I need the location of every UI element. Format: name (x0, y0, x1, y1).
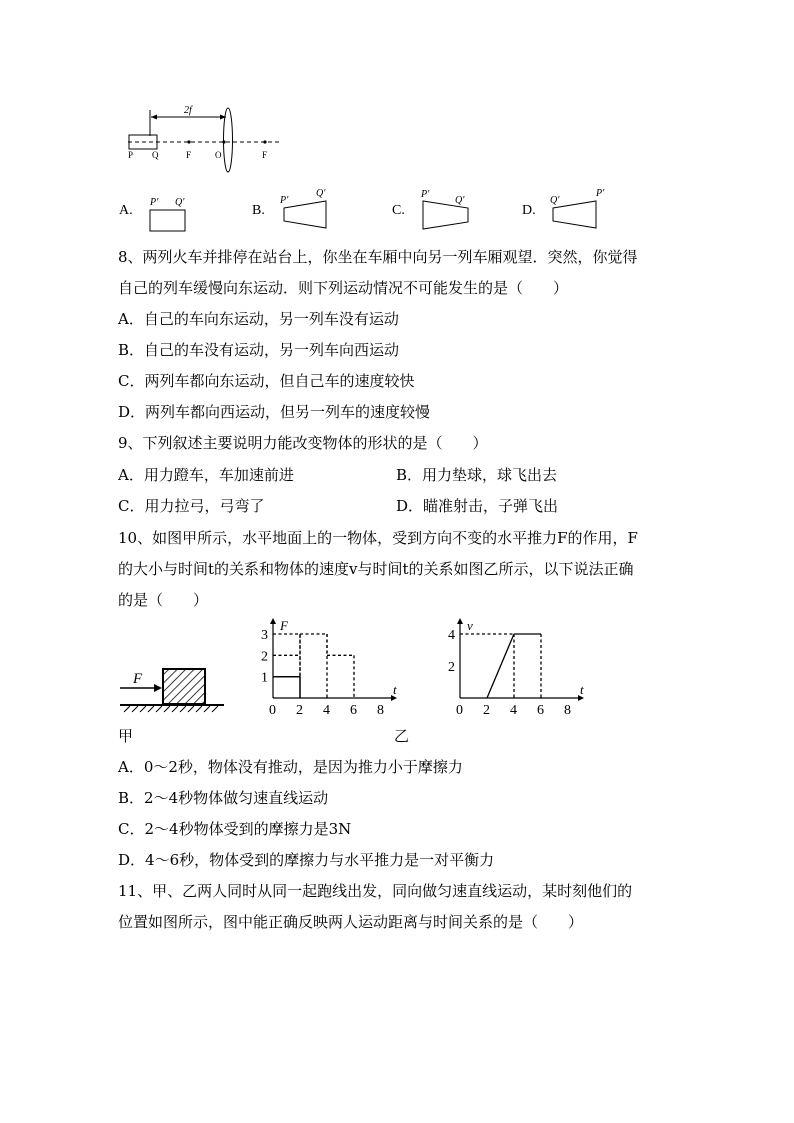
q10-stem-line3: 的是（ ） (118, 591, 209, 609)
force-label: F (133, 671, 143, 687)
vt-x-tick-label: 6 (537, 703, 544, 718)
ft-x-tick-label: 4 (323, 703, 330, 718)
velocity-time-chart (432, 612, 602, 724)
point-label-f-right: F (262, 150, 268, 160)
point-label-p: P (128, 150, 134, 160)
option-c-q-label: Q' (455, 195, 465, 206)
q8-option-d: D．两列车都向西运动，但另一列车的速度较慢 (118, 403, 431, 421)
q10-option-b: B．2～4秒物体做匀速直线运动 (118, 789, 329, 807)
vt-x-tick-label: 2 (483, 703, 490, 718)
point-label-q: Q (152, 150, 159, 160)
option-b-p-label: P' (280, 195, 289, 206)
point-label-o: O (215, 150, 222, 160)
vt-y-axis-label: v (467, 618, 473, 633)
q9-option-d: D．瞄准射击，子弹飞出 (396, 497, 559, 515)
option-a-p-label: P' (150, 197, 159, 208)
ft-x-tick-label: 6 (350, 703, 357, 718)
distance-label: 2f (184, 105, 192, 116)
ground-hatching (124, 706, 218, 712)
ft-y-axis-label: F (280, 618, 288, 633)
q7-option-a-figure (148, 193, 193, 233)
q11-stem-line2: 位置如图所示，图中能正确反映两人运动距离与时间关系的是（ ） (118, 913, 584, 931)
ft-x-axis-label: t (393, 682, 397, 697)
option-c-p-label: P' (421, 189, 430, 200)
vt-data-segment (487, 634, 514, 698)
option-d-q-label: Q' (550, 195, 560, 206)
ft-x-tick-label: 0 (269, 703, 276, 718)
ft-y-arrowhead (270, 618, 276, 624)
ft-x-tick-label: 8 (377, 703, 384, 718)
q7-option-c-figure (418, 184, 478, 234)
q7-option-b-figure (278, 184, 333, 234)
option-d-p-label: P' (596, 188, 605, 199)
figure-jia-block (118, 660, 228, 720)
focal-dot-right (263, 140, 266, 143)
vt-x-tick-label: 0 (456, 703, 463, 718)
force-time-chart (245, 612, 415, 724)
pushed-block (163, 669, 205, 704)
figure-yi-caption: 乙 (394, 727, 410, 745)
vt-x-tick-label: 4 (510, 703, 517, 718)
q10-stem-line1: 10、如图甲所示，水平地面上的一物体，受到方向不变的水平推力F的作用，F (118, 529, 638, 547)
ft-y-tick-label: 2 (261, 649, 268, 665)
q9-option-c: C．用力拉弓，弓弯了 (118, 497, 265, 515)
q10-stem-line2: 的大小与时间t的关系和物体的速度v与时间t的关系如图乙所示，以下说法正确 (118, 560, 634, 578)
focal-dot-left (187, 140, 190, 143)
q7-option-a-label: A. (119, 203, 133, 218)
q10-option-a: A．0～2秒，物体没有推动，是因为推力小于摩擦力 (118, 758, 463, 776)
q9-option-a: A．用力蹬车，车加速前进 (118, 466, 294, 484)
q9-stem: 9、下列叙述主要说明力能改变物体的形状的是（ ） (118, 434, 488, 452)
q7-option-d-figure (548, 184, 613, 234)
vt-x-axis-label: t (580, 682, 584, 697)
q8-stem-line1: 8、两列火车并排停在站台上，你坐在车厢中向另一列车厢观望．突然，你觉得 (118, 248, 638, 266)
push-arrowhead (154, 684, 162, 692)
q8-option-b: B．自己的车没有运动，另一列车向西运动 (118, 341, 400, 359)
point-label-f-left: F (186, 150, 192, 160)
ft-y-tick-label: 3 (261, 628, 268, 643)
q7-option-c-label: C. (392, 203, 405, 218)
option-b-image-shape (284, 201, 326, 228)
vt-y-arrowhead (457, 618, 463, 624)
figure-jia-caption: 甲 (118, 727, 134, 745)
convex-lens (224, 108, 233, 172)
option-b-q-label: Q' (316, 188, 326, 199)
option-d-image-shape (553, 201, 596, 228)
q7-option-d-label: D. (522, 203, 536, 218)
arrowhead-left (151, 115, 157, 120)
q9-option-b: B．用力垫球，球飞出去 (396, 466, 558, 484)
ft-y-tick-label: 1 (261, 670, 268, 686)
option-a-image-shape (150, 210, 185, 231)
vt-y-tick-label: 4 (448, 628, 455, 643)
q8-option-a: A．自己的车向东运动，另一列车没有运动 (118, 310, 399, 328)
q8-stem-line2: 自己的列车缓慢向东运动．则下列运动情况不可能发生的是（ ） (118, 279, 569, 297)
ft-x-tick-label: 2 (296, 703, 303, 718)
vt-x-tick-label: 8 (564, 703, 571, 718)
option-a-q-label: Q' (175, 197, 185, 208)
q10-option-c: C．2～4秒物体受到的摩擦力是3N (118, 820, 352, 838)
q7-option-b-label: B. (252, 203, 265, 218)
q10-option-d: D．4～6秒，物体受到的摩擦力与水平推力是一对平衡力 (118, 851, 495, 869)
q11-stem-line1: 11、甲、乙两人同时从同一起跑线出发，同向做匀速直线运动，某时刻他们的 (118, 882, 633, 900)
lens-diagram (120, 100, 290, 180)
q8-option-c: C．两列车都向东运动，但自己车的速度较快 (118, 372, 415, 390)
vt-y-tick-label: 2 (448, 660, 455, 675)
